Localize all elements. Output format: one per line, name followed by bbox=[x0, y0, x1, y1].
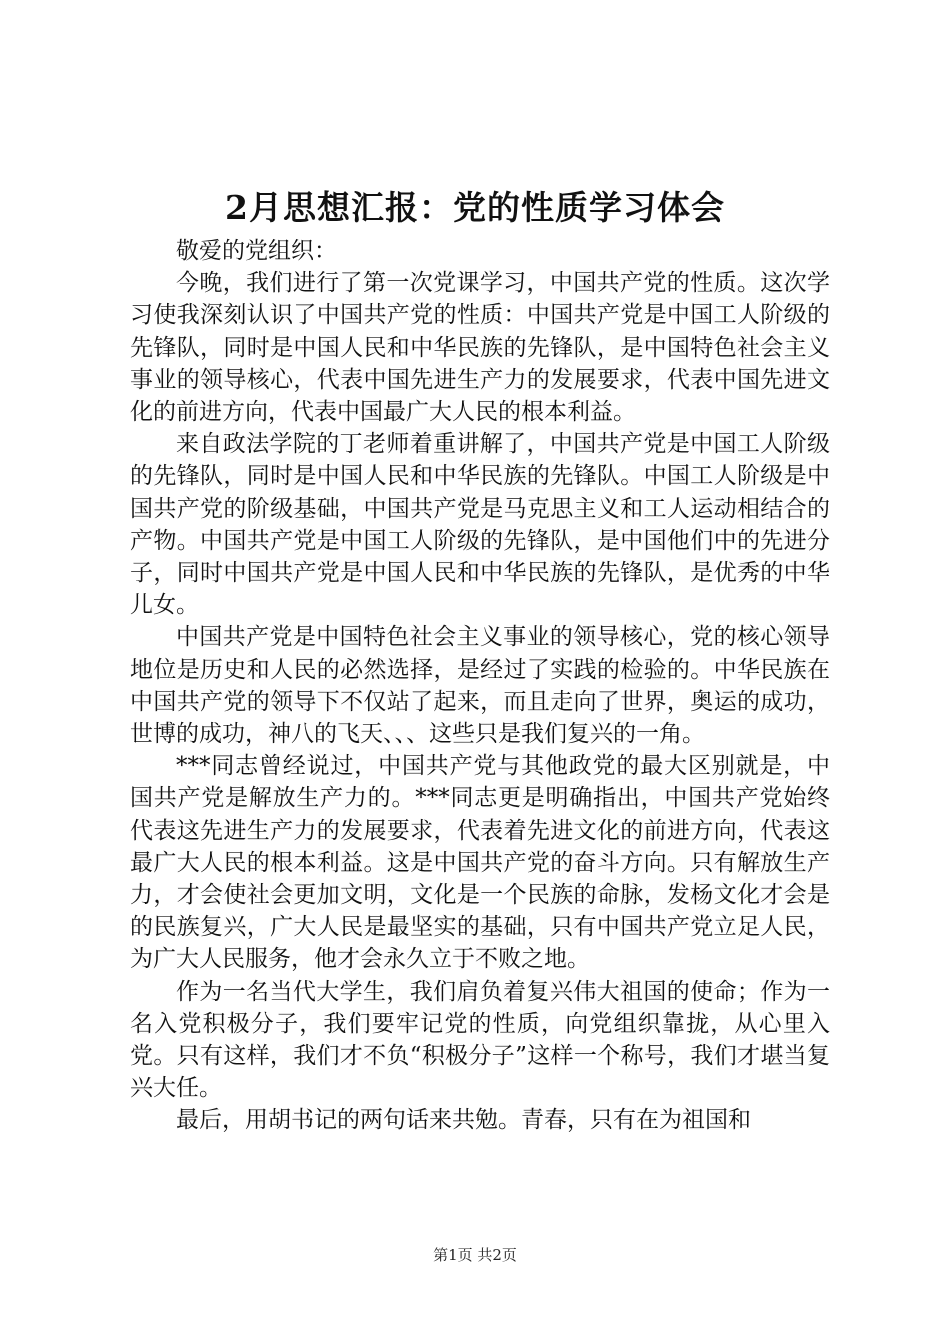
salutation: 敬爱的党组织： bbox=[176, 238, 337, 264]
paragraph: 中国共产党是中国特色社会主义事业的领导核心，党的核心领导地位是历史和人民的必然选择，是经过了实践的检验的。中华民族在中国共产党的领导下不仅站了起来，而且走向了世界，奥运的成功，世博的成功，神八的飞天、、、这些只是我们复兴的一角。 bbox=[130, 624, 830, 748]
paragraph: 作为一名当代大学生，我们肩负着复兴伟大祖国的使命；作为一名入党积极分子，我们要牢记党的性质，向党组织靠拢，从心里入党。只有这样，我们才不负“积极分子”这样一个称号，我们才堪当复兴大任。 bbox=[130, 978, 830, 1102]
paragraph: ***同志曾经说过，中国共产党与其他政党的最大区别就是，中国共产党是解放生产力的。***同志更是明确指出，中国共产党始终代表这先进生产力的发展要求，代表着先进文化的前进方向，代表这最广大人民的根本利益。这是中国共产党的奋斗方向。只有解放生产力，才会使社会更加文明，文化是一个民族的命脉，发杨文化才会是的民族复兴，广大人民是最坚实的基础，只有中国共产党立足人民，为广大人民服务，他才会永久立于不败之地。 bbox=[130, 753, 830, 973]
page-number-footer: 第1页 共2页 bbox=[433, 1246, 517, 1264]
paragraph: 最后，用胡书记的两句话来共勉。青春，只有在为祖国和 bbox=[176, 1107, 751, 1134]
document-body bbox=[130, 235, 830, 1137]
paragraph: 今晚，我们进行了第一次党课学习，中国共产党的性质。这次学习使我深刻认识了中国共产党的性质：中国共产党是中国工人阶级的先锋队，同时是中国人民和中华民族的先锋队，是中国特色社会主义事业的领导核心，代表中国先进生产力的发展要求，代表中国先进文化的前进方向，代表中国最广大人民的根本利益。 bbox=[130, 270, 830, 426]
paragraph: 来自政法学院的丁老师着重讲解了，中国共产党是中国工人阶级的先锋队，同时是中国人民和中华民族的先锋队。中国工人阶级是中国共产党的阶级基础，中国共产党是马克思主义和工人运动相结合的产物。中国共产党是中国工人阶级的先锋队，是中国他们中的先进分子，同时中国共产党是中国人民和中华民族的先锋队，是优秀的中华儿女。 bbox=[130, 431, 830, 619]
document-title: 2月思想汇报：党的性质学习体会 bbox=[225, 188, 725, 227]
